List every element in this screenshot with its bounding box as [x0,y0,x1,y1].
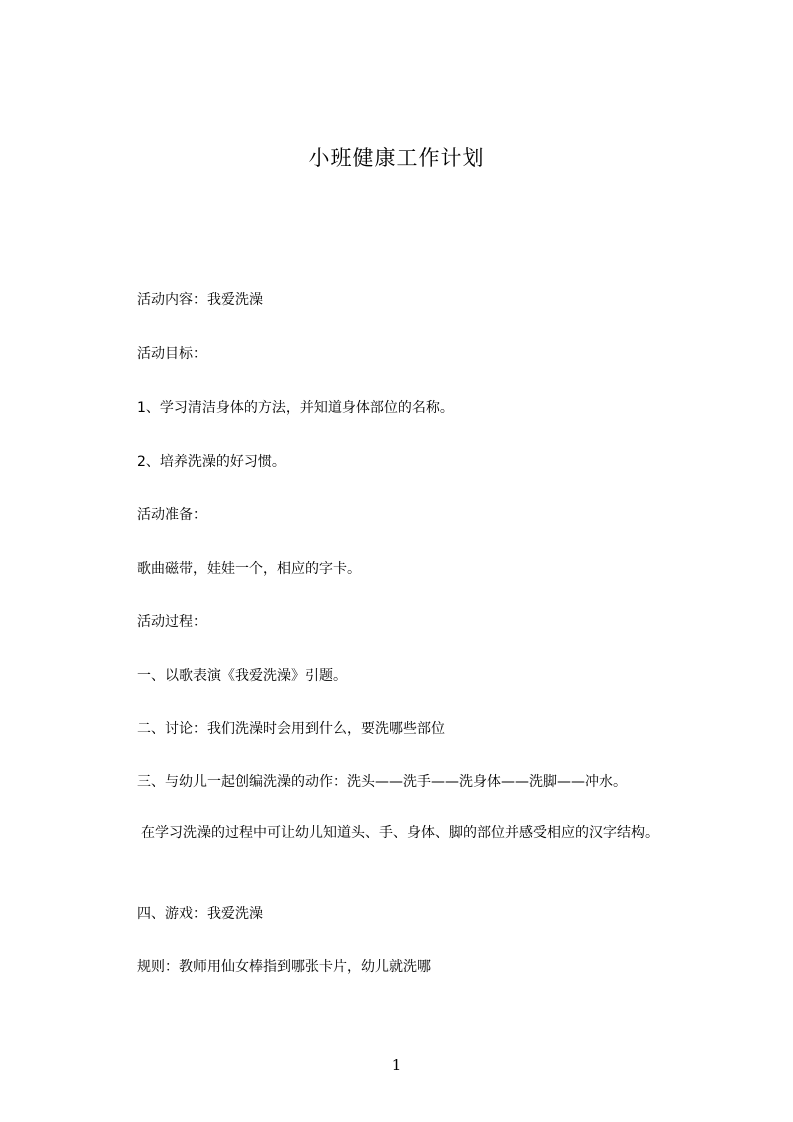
paragraph-goal-2: 2、培养洗澡的好习惯。 [137,454,286,470]
page-number: 1 [391,1056,402,1074]
paragraph-activity-content: 活动内容：我爱洗澡 [137,292,263,308]
paragraph-process-heading: 活动过程： [137,614,207,630]
paragraph-goal-1: 1、学习清洁身体的方法，并知道身体部位的名称。 [137,400,454,416]
paragraph-activity-goals-heading: 活动目标： [137,346,207,362]
paragraph-step-2: 二、讨论：我们洗澡时会用到什么，要洗哪些部位 [137,721,445,737]
page-title: 小班健康工作计划 [308,146,485,170]
paragraph-rules: 规则：教师用仙女棒指到哪张卡片，幼儿就洗哪 [137,959,431,975]
paragraph-step-3: 三、与幼儿一起创编洗澡的动作：洗头——洗手——洗身体——洗脚——冲水。 [137,774,627,790]
paragraph-step-1: 一、以歌表演《我爱洗澡》引题。 [137,668,347,684]
paragraph-step-3-note: 在学习洗澡的过程中可让幼儿知道头、手、身体、脚的部位并感受相应的汉字结构。 [141,825,659,841]
paragraph-preparation-heading: 活动准备： [137,507,207,523]
paragraph-preparation-items: 歌曲磁带，娃娃一个，相应的字卡。 [137,561,361,577]
paragraph-step-4: 四、游戏：我爱洗澡 [137,906,263,922]
